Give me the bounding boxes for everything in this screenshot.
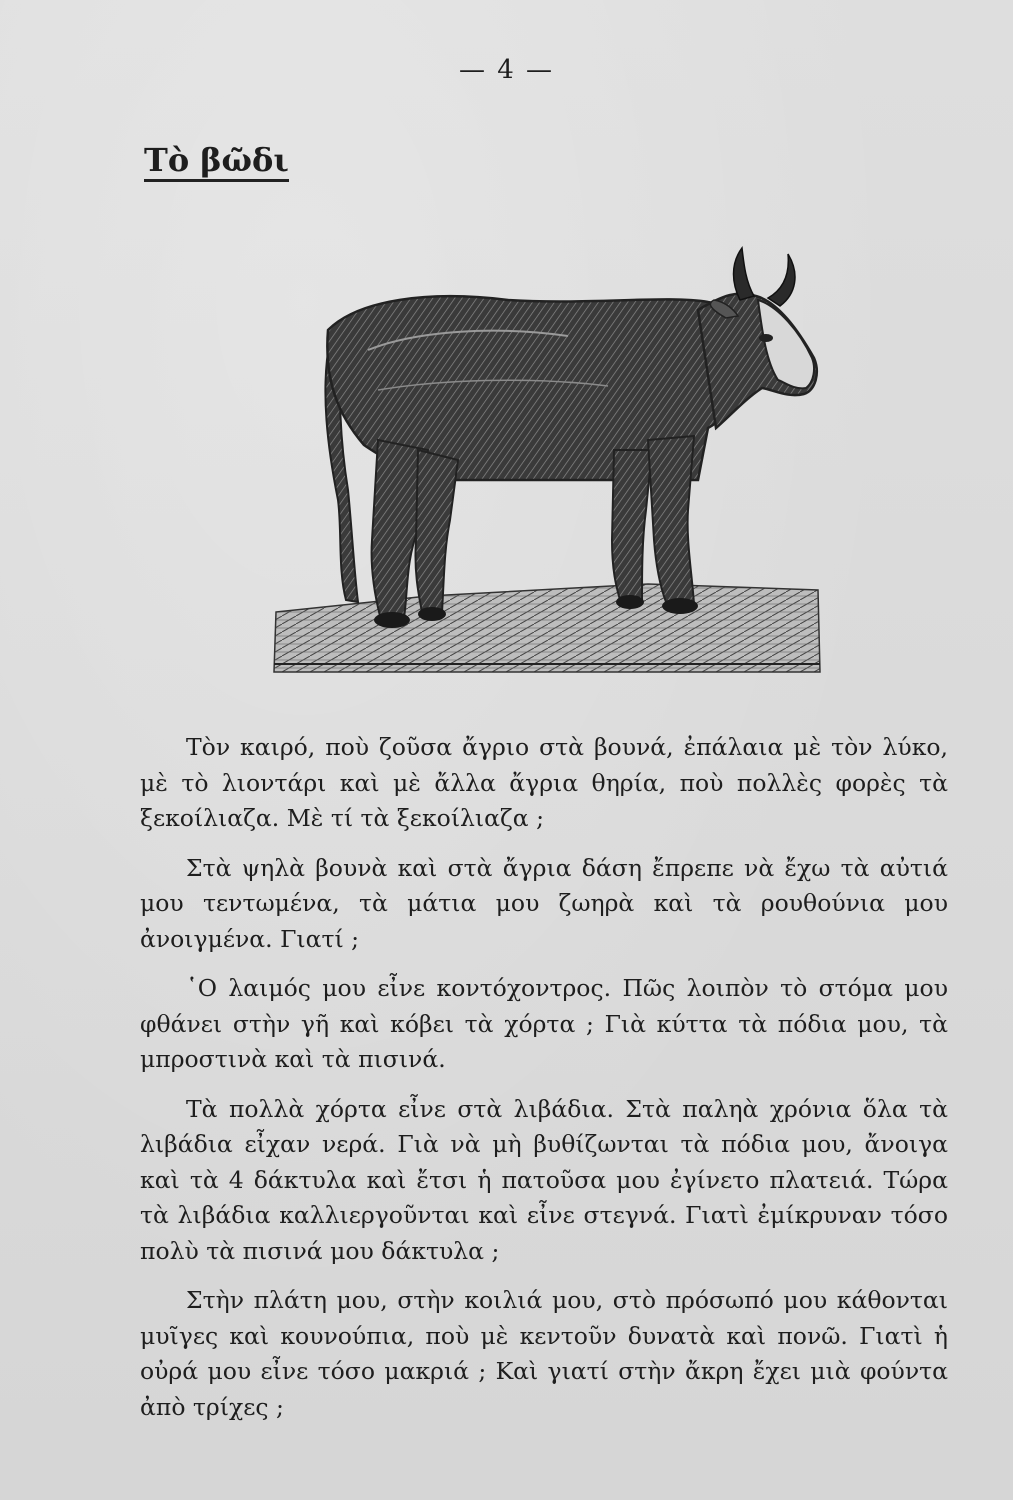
- ox-illustration-icon: [268, 240, 828, 680]
- paragraph: Τὸν καιρό, ποὺ ζοῦσα ἄγριο στὰ βουνά, ἐπάλαια μὲ τὸν λύκο, μὲ τὸ λιοντάρι καὶ μὲ ἄλλα ἄγρια θηρία, ποὺ πολλὲς φορὲς τὰ ξεκοίλιαζα. Μὲ τί τὰ ξεκοίλιαζα ;: [140, 733, 948, 832]
- paragraph: Τὰ πολλὰ χόρτα εἶνε στὰ λιβάδια. Στὰ παληὰ χρόνια ὅλα τὰ λιβάδια εἶχαν νερά. Γιὰ νὰ μὴ βυθίζωνται τὰ πόδια μου, ἄνοιγα καὶ τὰ 4 δάκτυλα καὶ ἔτσι ἡ πατοῦσα μου ἐγίνετο πλατειά. Τώρα τὰ λιβάδια καλλιεργοῦνται καὶ εἶνε στεγνά. Γιατὶ ἐμίκρυναν τόσο πολὺ τὰ πισινά μου δάκτυλα ;: [140, 1094, 948, 1265]
- paragraph: Στὰ ψηλὰ βουνὰ καὶ στὰ ἄγρια δάση ἔπρεπε νὰ ἔχω τὰ αὐτιά μου τεντωμένα, τὰ μάτια μου ζωηρὰ καὶ τὰ ρουθούνια μου ἀνοιγμένα. Γιατί ;: [140, 853, 948, 953]
- page-title: Tὸ βῶδι: [144, 143, 289, 182]
- paragraph: Στὴν πλάτη μου, στὴν κοιλιά μου, στὸ πρόσωπό μου κάθονται μυῖγες καὶ κουνούπια, ποὺ μὲ κεντοῦν δυνατὰ καὶ πονῶ. Γιατὶ ἡ οὐρά μου εἶνε τόσο μακριά ; Καὶ γιατί στὴν ἄκρη ἔχει μιὰ φούντα ἀπὸ τρίχες ;: [140, 1286, 948, 1421]
- body-text: [140, 730, 948, 1439]
- page-number: — 4 —: [458, 55, 555, 85]
- paragraph: ῾Ο λαιμός μου εἶνε κοντόχοντρος. Πῶς λοιπὸν τὸ στόμα μου φθάνει στὴν γῆ καὶ κόβει τὰ χόρτα ; Γιὰ κύττα τὰ πόδια μου, τὰ μπροστινὰ καὶ τὰ πισινά.: [140, 974, 948, 1073]
